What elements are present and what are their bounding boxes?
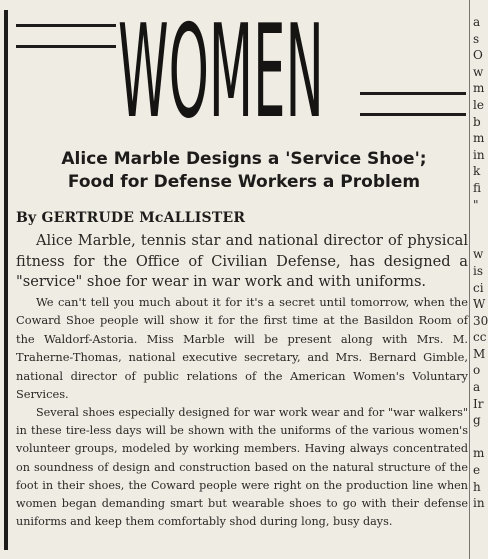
article-body xyxy=(16,231,468,531)
column-fragment: b xyxy=(473,114,481,129)
column-fragment: W xyxy=(473,297,486,312)
column-fragment: h xyxy=(473,479,481,494)
column-fragment: m xyxy=(473,446,485,461)
column-fragment: fi xyxy=(473,180,482,195)
column-fragment: g xyxy=(473,413,481,428)
adjacent-column-fragments xyxy=(473,14,488,512)
column-fragment: o xyxy=(473,363,481,378)
column-fragment: in xyxy=(473,147,485,162)
paragraph-2: We can't tell you much about it for it's a secret until tomorrow, when the Coward Shoe people will show it for the first time at the Basildon Room of the Waldorf-Astoria. Miss Marble will be present along with Mrs. M. Traherne-Thomas, national executive secretary, and Mrs. Bernard Gimble, national director of public relations of the American Women's Voluntary Services. xyxy=(16,294,468,402)
column-fragment: " xyxy=(473,197,479,212)
page-edge-rule xyxy=(4,10,8,550)
column-fragment: m xyxy=(473,81,485,96)
column-divider xyxy=(469,0,470,559)
column-fragment: is xyxy=(473,263,483,278)
masthead-rule-left-top xyxy=(16,24,116,27)
column-fragment: s xyxy=(473,31,480,46)
masthead-rule-right-top xyxy=(360,92,466,95)
column-fragment: in xyxy=(473,496,485,511)
column-fragment: le xyxy=(473,97,484,112)
column-fragment: cc xyxy=(473,330,487,345)
byline: By GERTRUDE McALLISTER xyxy=(16,210,246,226)
headline xyxy=(24,148,464,194)
headline-line-1: Alice Marble Designs a 'Service Shoe'; xyxy=(61,149,427,169)
column-fragment xyxy=(473,429,485,446)
masthead-rule-right-bottom xyxy=(360,113,466,116)
section-title: WOMEN xyxy=(118,0,324,147)
paragraph-3: Several shoes especially designed for war work wear and for "war walkers" in these tire-less days will be shown with the uniforms of the various women's volunteer groups, modeled by working members. Having always concentrated on soundness of design and construction based on the natural structure of the foot in their shoes, the Coward people were right on the production line when women began demanding smart but wearable shoes to go with their defense uniforms and keep them comfortably shod during long, busy days. xyxy=(16,406,468,529)
column-fragment: Ir xyxy=(473,396,484,411)
column-fragment: O xyxy=(473,48,483,63)
column-fragment: e xyxy=(473,463,481,478)
column-fragment: 30 xyxy=(473,313,488,328)
headline-line-2: Food for Defense Workers a Problem xyxy=(67,172,421,192)
column-fragment: a xyxy=(473,15,481,29)
column-fragment: k xyxy=(473,164,481,179)
column-fragment: ci xyxy=(473,280,484,295)
paragraph-1: Alice Marble, tennis star and national director of physical fitness for the Office of Civilian Defense, has designed a "service" shoe for wear in war work and with uniforms. xyxy=(16,232,468,290)
column-fragment: a xyxy=(473,380,481,395)
column-fragment: m xyxy=(473,131,485,146)
column-fragment: w xyxy=(473,247,484,262)
column-fragment: w xyxy=(473,64,484,79)
column-fragment: M xyxy=(473,346,486,361)
column-fragment xyxy=(473,213,485,230)
column-fragment xyxy=(473,230,485,247)
masthead-rule-left-bottom xyxy=(16,45,116,48)
